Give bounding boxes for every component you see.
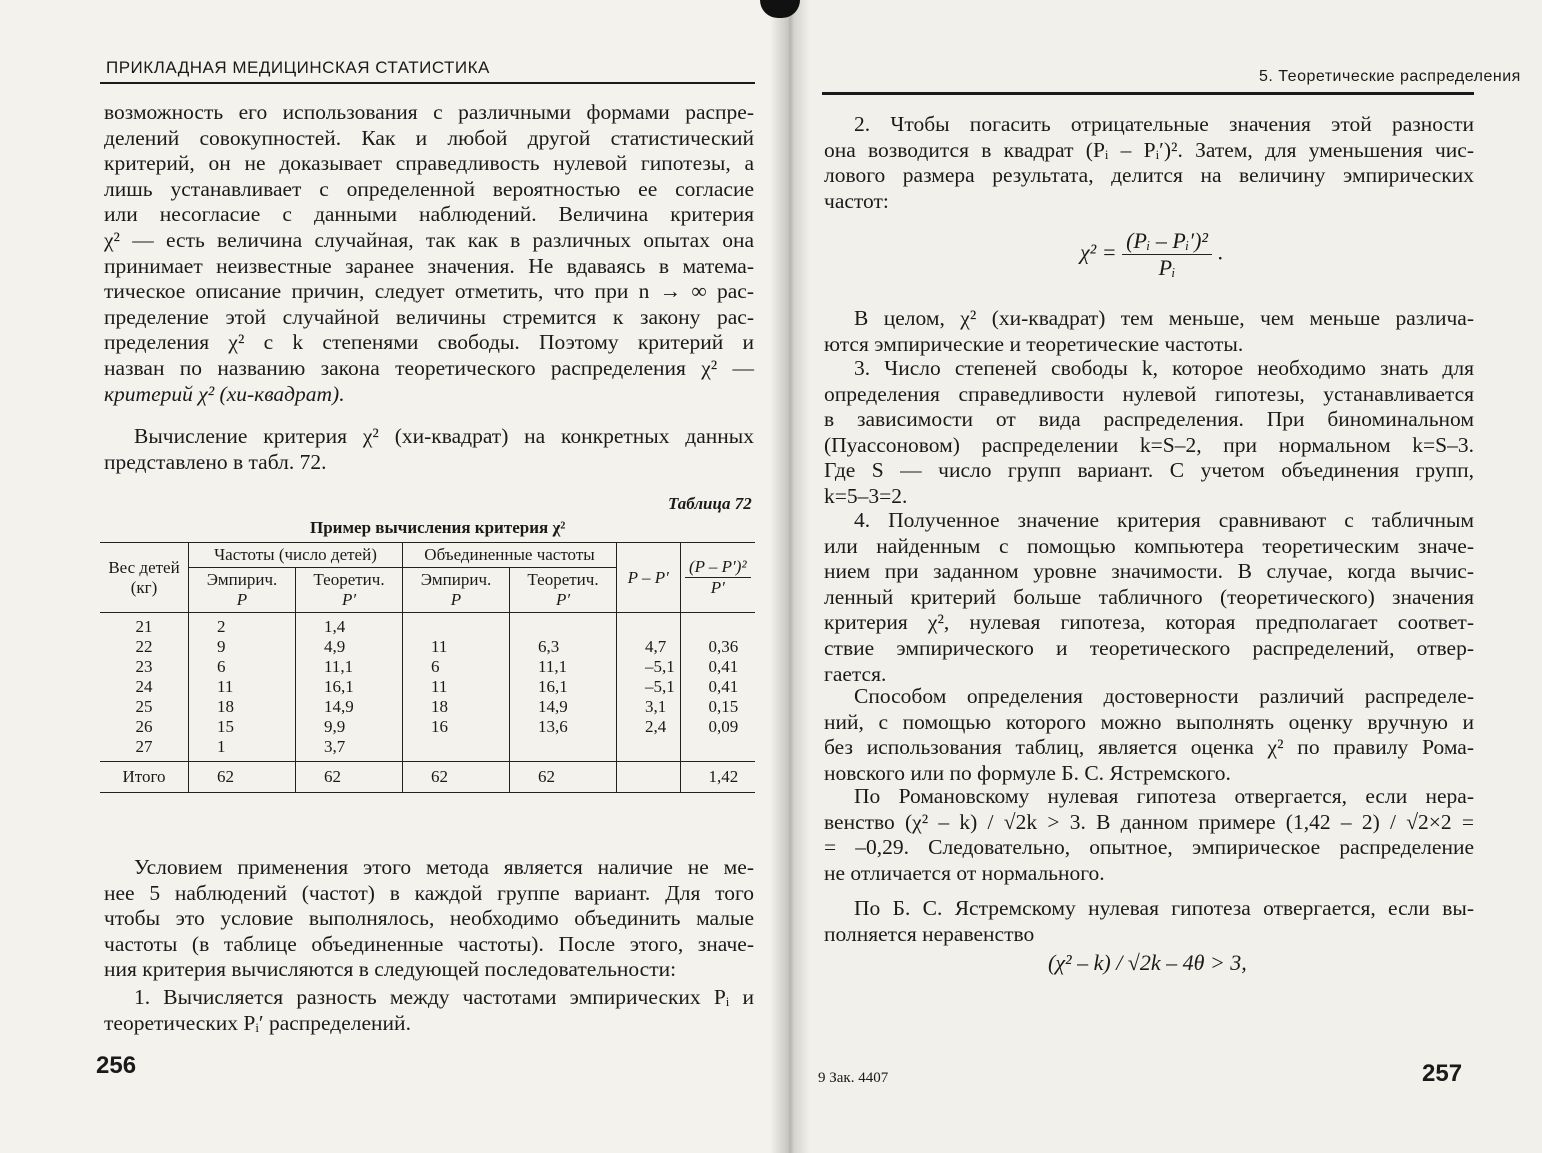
text-line: нее 5 наблюдений (частот) в каждой группе вариант. Для того — [104, 880, 754, 905]
text-line: критерий, он не доказывает справедливость нулевой гипотезы, а — [104, 151, 754, 176]
header-emp — [189, 568, 296, 613]
header-ratio-den: P′ — [710, 578, 725, 597]
text-line: теоретических Pᵢ′ распределений. — [104, 1010, 411, 1035]
formula-denominator: Pᵢ — [1158, 255, 1176, 280]
table-cell: 6 — [189, 657, 296, 677]
table-row — [100, 717, 755, 737]
header-group-merged: Объединенные частоты — [403, 543, 617, 568]
footer-note: 9 Зак. 4407 — [818, 1070, 889, 1086]
text-line: делений совокупностей. Как и любой другой статистический — [104, 125, 754, 150]
table-caption: Таблица 72 — [668, 494, 752, 513]
text-line: По Романовскому нулевая гипотеза отвергается, если нера- — [854, 784, 1474, 808]
table-total-row — [100, 762, 755, 793]
table-row — [100, 677, 755, 697]
table-total-cell: Итого — [100, 762, 189, 793]
table-body — [100, 613, 755, 793]
table-cell: 21 — [135, 617, 153, 636]
left-paragraph-1 — [104, 100, 754, 407]
text-line: k=5–3=2. — [824, 483, 908, 508]
table-cell: 11,1 — [510, 657, 617, 677]
text-line: Условием применения этого метода является наличие не ме- — [134, 855, 754, 879]
text-line: ствие эмпирического и теоретического распределений, отвер- — [824, 635, 1474, 660]
text-line: пределение этой случайной величины стремится к закону рас- — [104, 304, 754, 329]
header-diff: P – P′ — [617, 543, 681, 613]
table-cell: 4,7 — [617, 637, 681, 657]
table-cell: 9,9 — [296, 717, 403, 737]
table-cell: 23 — [135, 657, 153, 676]
text-line: без использования таблиц, является оценка χ² по правилу Рома- — [824, 735, 1474, 760]
table-total-cell — [617, 762, 681, 793]
formula-numerator: (Pᵢ – Pᵢ′)² — [1122, 228, 1212, 255]
table-total-cell: 62 — [189, 762, 296, 793]
header-ratio-num: (P – P′)² — [685, 557, 751, 578]
left-paragraph-2 — [104, 424, 754, 475]
text-line: Вычисление критерия χ² (хи-квадрат) на конкретных данных — [134, 424, 754, 448]
text-line: 4. Полученное значение критерия сравнивают с табличным — [854, 508, 1474, 532]
text-line: частот: — [824, 188, 889, 213]
table-cell — [403, 613, 510, 638]
right-page-number: 257 — [1422, 1060, 1463, 1087]
table-cell: 0,41 — [680, 657, 755, 677]
table-cell — [510, 613, 617, 638]
text-line: χ² — есть величина случайная, так как в различных опытах она — [104, 227, 754, 252]
table-cell: 16,1 — [296, 677, 403, 697]
table-total-cell: 62 — [510, 762, 617, 793]
text-line: чтобы это условие выполнялось, необходимо объединить малые — [104, 906, 754, 931]
text-line: 2. Чтобы погасить отрицательные значения этой разности — [854, 112, 1474, 136]
table-cell: 3,1 — [617, 697, 681, 717]
header-merged-emp-label: Эмпирич. — [420, 570, 492, 589]
table-cell: 0,09 — [680, 717, 755, 737]
header-merged-theor-sym: P′ — [555, 590, 571, 609]
table-cell: 15 — [189, 717, 296, 737]
text-line: она возводится в квадрат (Pᵢ – Pᵢ′)². Затем, для уменьшения чис- — [824, 137, 1474, 162]
table-cell: 11 — [403, 637, 510, 657]
text-line: принимает неизвестные заранее значения. Не вдаваясь в матема- — [104, 253, 754, 278]
right-paragraph-1 — [824, 112, 1474, 214]
text-line: новского или по формуле Б. С. Ястремского. — [824, 760, 1231, 785]
table-title: Пример вычисления критерия χ² — [310, 518, 566, 537]
header-group-freq: Частоты (число детей) — [189, 543, 403, 568]
header-emp-sym: P — [236, 590, 248, 609]
text-line: критерий χ² (хи-квадрат). — [104, 381, 345, 406]
right-running-head: 5. Теоретические распределения — [1259, 68, 1521, 85]
table-cell — [680, 613, 755, 638]
table-cell: –5,1 — [617, 677, 681, 697]
text-line: Способом определения достоверности различий распределе- — [854, 684, 1474, 708]
right-paragraph-2 — [824, 306, 1474, 357]
table-cell: 1 — [189, 737, 296, 762]
text-line: = –0,29. Следовательно, опытное, эмпирическое распределение — [824, 835, 1474, 860]
formula-tail: . — [1217, 239, 1224, 265]
text-line: лишь устанавливает с определенной вероятностью ее согласие — [104, 176, 754, 201]
table-cell: 11 — [189, 677, 296, 697]
table-row — [100, 657, 755, 677]
table-cell: 18 — [189, 697, 296, 717]
text-line: возможность его использования с различными формами распре- — [104, 100, 754, 124]
text-line: нием при заданном уровне значимости. В случае, когда вычис- — [824, 559, 1474, 584]
formula-yastremsky: (χ² – k) / √2k – 4θ > 3, — [1048, 950, 1247, 975]
book-gutter-shadow — [770, 0, 810, 1153]
header-merged-theor-label: Теоретич. — [527, 570, 599, 589]
text-line: В целом, χ² (хи-квадрат) тем меньше, чем меньше различа- — [854, 306, 1474, 330]
text-line: или найденным с помощью компьютера теоретическим значе- — [824, 533, 1474, 558]
text-line: критерия χ², нулевая гипотеза, которая предполагает соответ- — [824, 610, 1474, 635]
table-cell: 25 — [135, 697, 153, 716]
table-cell: –5,1 — [617, 657, 681, 677]
text-line: Где S — число групп вариант. С учетом объединения групп, — [824, 458, 1474, 483]
right-paragraph-3 — [824, 356, 1474, 510]
text-line: не отличается от нормального. — [824, 860, 1105, 885]
header-merged-emp-sym: P — [450, 590, 462, 609]
table-row — [100, 697, 755, 717]
header-theor — [296, 568, 403, 613]
left-paragraph-4 — [104, 985, 754, 1036]
text-line: лового размера результата, делится на величину эмпирических — [824, 163, 1474, 188]
table-cell: 11 — [403, 677, 510, 697]
right-page — [790, 0, 1542, 1153]
left-head-rule — [100, 82, 755, 84]
table-row — [100, 637, 755, 657]
table-cell: 27 — [100, 737, 189, 762]
formula-fraction — [1122, 228, 1212, 281]
table-cell: 6 — [403, 657, 510, 677]
text-line: ний, с помощью которого можно выполнять оценку вручную и — [824, 709, 1474, 734]
text-line: пределения χ² с k степенями свободы. Поэтому критерий и — [104, 330, 754, 355]
table-cell: 24 — [135, 677, 153, 696]
table-cell: 11,1 — [296, 657, 403, 677]
header-merged-emp — [403, 568, 510, 613]
table-cell: 16,1 — [510, 677, 617, 697]
table-cell: 14,9 — [296, 697, 403, 717]
table-cell: 22 — [135, 637, 153, 656]
text-line: или несогласие с данными наблюдений. Величина критерия — [104, 202, 754, 227]
text-line: ния критерия вычисляются в следующей последовательности: — [104, 957, 677, 982]
table-cell: 2 — [189, 613, 296, 638]
table-cell: 2,4 — [617, 717, 681, 737]
table-cell: 14,9 — [510, 697, 617, 717]
text-line: в зависимости от вида распределения. При биноминальном — [824, 407, 1474, 432]
table-cell: 26 — [135, 717, 153, 736]
table-cell: 9 — [189, 637, 296, 657]
text-line: По Б. С. Ястремскому нулевая гипотеза отвергается, если вы- — [854, 896, 1474, 920]
table-cell: 0,15 — [680, 697, 755, 717]
table-cell: 6,3 — [510, 637, 617, 657]
table-total-cell: 62 — [296, 762, 403, 793]
header-weight: Вес детей (кг) — [100, 543, 189, 613]
table-row — [100, 737, 755, 762]
table-cell — [403, 737, 510, 762]
right-paragraph-6 — [824, 784, 1474, 886]
text-line: представлено в табл. 72. — [104, 449, 327, 474]
text-line: полняется неравенство — [824, 921, 1035, 946]
right-paragraph-5 — [824, 684, 1474, 786]
header-emp-label: Эмпирич. — [206, 570, 278, 589]
left-paragraph-3 — [104, 855, 754, 983]
formula-chi-square — [1080, 228, 1223, 281]
table-cell — [617, 613, 681, 638]
header-theor-sym: P′ — [341, 590, 357, 609]
text-line: 1. Вычисляется разность между частотами эмпирических Pᵢ и — [134, 985, 754, 1009]
text-line: ленный критерий больше табличного (теоретического) значения — [824, 584, 1474, 609]
header-theor-label: Теоретич. — [313, 570, 385, 589]
text-line: назван по названию закона теоретического распределения χ² — — [104, 355, 754, 380]
text-line: гается. — [824, 661, 887, 686]
text-line: (Пуассоновом) распределении k=S–2, при нормальном k=S–3. — [824, 432, 1474, 457]
table-cell: 1,4 — [296, 613, 403, 638]
header-merged-theor — [510, 568, 617, 613]
table-cell — [617, 737, 681, 762]
table-cell: 18 — [403, 697, 510, 717]
text-line: частоты (в таблице объединенные частоты). После этого, значе- — [104, 931, 754, 956]
left-running-head: ПРИКЛАДНАЯ МЕДИЦИНСКАЯ СТАТИСТИКА — [106, 58, 490, 77]
text-line: 3. Число степеней свободы k, которое необходимо знать для — [854, 356, 1474, 380]
header-ratio — [680, 543, 755, 613]
table-total-cell: 62 — [403, 762, 510, 793]
header-ratio-fraction — [685, 557, 751, 598]
table-total-cell: 1,42 — [680, 762, 755, 793]
right-paragraph-7 — [824, 896, 1474, 947]
text-line: тическое описание причин, следует отметить, что при n → ∞ рас- — [104, 279, 754, 304]
table-cell: 13,6 — [510, 717, 617, 737]
table-cell: 3,7 — [296, 737, 403, 762]
table-cell — [680, 737, 755, 762]
text-line: венство (χ² – k) / √2k > 3. В данном примере (1,42 – 2) / √2×2 = — [824, 809, 1474, 834]
table-cell: 0,36 — [680, 637, 755, 657]
text-line: ются эмпирические и теоретические частоты. — [824, 331, 1244, 356]
left-page-number: 256 — [96, 1052, 137, 1079]
table-row — [100, 613, 755, 638]
chi-square-table — [100, 542, 755, 793]
right-paragraph-4 — [824, 508, 1474, 687]
text-line: определения справедливости нулевой гипотезы, устанавливается — [824, 381, 1474, 406]
right-head-rule — [822, 92, 1474, 95]
formula-lhs: χ² = — [1080, 239, 1117, 265]
table-cell: 0,41 — [680, 677, 755, 697]
table-cell: 4,9 — [296, 637, 403, 657]
table-cell: 16 — [403, 717, 510, 737]
table-cell — [510, 737, 617, 762]
